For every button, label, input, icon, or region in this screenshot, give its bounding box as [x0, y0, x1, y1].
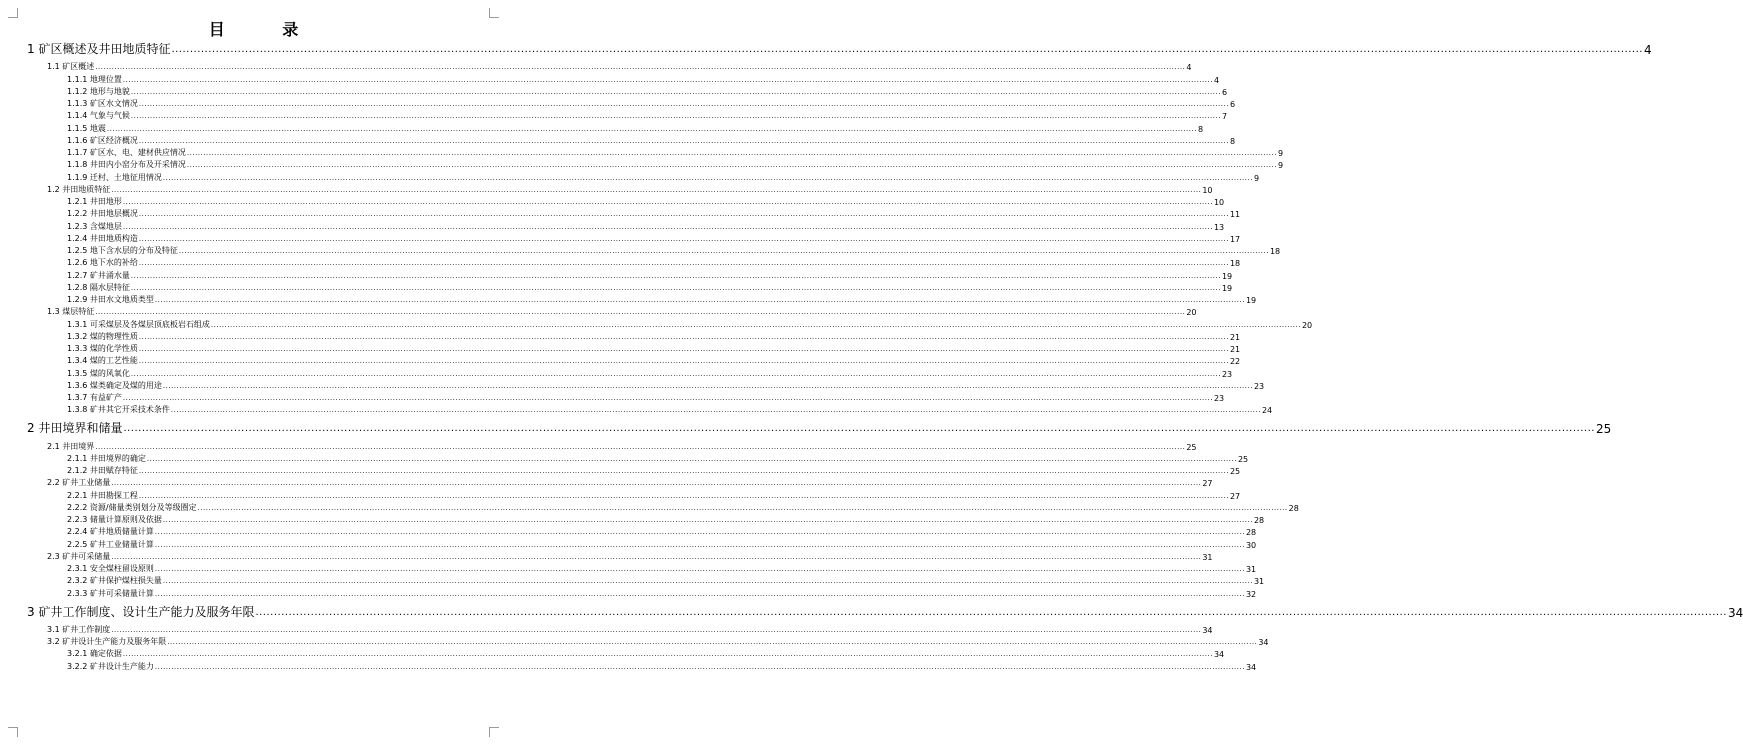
toc-entry-title: 1.1.4 气象与气候 [67, 111, 130, 121]
toc-title: 目 录 [208, 20, 325, 39]
toc-dot-leader: ................................................................................................................................................................................................................................................................................................................................................................................................................ [122, 198, 1213, 206]
toc-dot-leader: ................................................................................................................................................................................................................................................................................................................................................................................................................ [138, 259, 1229, 268]
toc-entry-title: 3.1 矿井工作制度 [47, 624, 111, 634]
toc-dot-leader: ................................................................................................................................................................................................................................................................................................................................................................................................................ [111, 479, 1202, 488]
toc-dot-leader: ................................................................................................................................................................................................................................................................................................................................................................................................................ [111, 552, 1202, 561]
toc-entry-title: 2.1.1 井田境界的确定 [67, 453, 146, 463]
toc-page-number: 31 [1202, 552, 1213, 562]
toc-page-number: 32 [1245, 589, 1257, 599]
toc-entry-title: 1.1.3 矿区水文情况 [67, 99, 138, 108]
toc-entry-title: 1.2.1 井田地形 [67, 197, 122, 206]
toc-page-number: 34 [1258, 638, 1269, 647]
toc-entry-title: 1.1.2 地形与地貌 [67, 86, 130, 96]
toc-dot-leader: ................................................................................................................................................................................................................................................................................................................................................................................................................ [122, 394, 1213, 402]
toc-page-number: 34 [1213, 650, 1225, 660]
toc-subsection-entry[interactable] [0, 403, 1273, 416]
toc-subsection-entry[interactable] [0, 354, 1241, 367]
toc-dot-leader: ................................................................................................................................................................................................................................................................................................................................................................................................................ [138, 100, 1229, 108]
toc-entry-title: 1.2 井田地质特征 [47, 184, 111, 194]
toc-subsection-entry[interactable] [0, 158, 1284, 171]
toc-entry-title: 2.2.4 矿井地质储量计算 [67, 527, 154, 537]
toc-entry-title: 1.3.2 煤的物理性质 [67, 331, 138, 341]
toc-dot-leader: ................................................................................................................................................................................................................................................................................................................................................................................................................ [186, 149, 1277, 157]
toc-dot-leader: ................................................................................................................................................................................................................................................................................................................................................................................................................ [170, 406, 1261, 415]
toc-subsection-entry[interactable] [0, 109, 1228, 122]
toc-entry-title: 3.2.1 确定依据 [67, 649, 122, 659]
toc-subsection-entry[interactable] [0, 293, 1257, 305]
toc-section-entry[interactable] [0, 305, 1197, 318]
toc-entry-title: 1.2.9 井田水文地质类型 [67, 295, 154, 304]
toc-page-number: 23 [1221, 369, 1233, 379]
toc-dot-leader: ................................................................................................................................................................................................................................................................................................................................................................................................................ [122, 75, 1213, 84]
toc-entry-title: 2.2.2 资源/储量类别划分及等级圈定 [67, 502, 197, 512]
toc-entry-title: 2.1 井田境界 [47, 441, 95, 451]
toc-page-number: 20 [1186, 308, 1197, 318]
toc-page-number: 34 [1202, 625, 1213, 635]
toc-entry-title: 2.3 矿井可采储量 [47, 551, 111, 561]
toc-dot-leader: ................................................................................................................................................................................................................................................................................................................................................................................................................ [162, 173, 1253, 182]
toc-subsection-entry[interactable] [0, 85, 1228, 97]
toc-dot-leader: ................................................................................................................................................................................................................................................................................................................................................................................................................ [95, 308, 1186, 317]
toc-subsection-entry[interactable] [0, 207, 1241, 220]
toc-entry-title: 3.2 矿井设计生产能力及服务年限 [47, 637, 167, 646]
toc-page-number: 19 [1245, 296, 1257, 305]
toc-page-number: 31 [1253, 577, 1265, 587]
toc-entry-title: 2.2.1 井田勘探工程 [67, 490, 138, 500]
toc-dot-leader: ................................................................................................................................................................................................................................................................................................................................................................................................................ [162, 381, 1253, 390]
toc-page-number: 6 [1229, 100, 1236, 109]
toc-page-number: 6 [1221, 87, 1228, 97]
toc-page-number: 28 [1288, 503, 1299, 513]
toc-dot-leader: ................................................................................................................................................................................................................................................................................................................................................................................................................ [255, 606, 1727, 618]
toc-subsection-entry[interactable] [0, 452, 1249, 464]
toc-entry-title: 3 矿井工作制度、设计生产能力及服务年限 [27, 604, 255, 619]
toc-dot-leader: ................................................................................................................................................................................................................................................................................................................................................................................................................ [138, 234, 1229, 243]
toc-page-number: 18 [1269, 247, 1281, 256]
toc-subsection-entry[interactable] [0, 586, 1257, 599]
toc-subsection-entry[interactable] [0, 146, 1284, 158]
toc-entry-title: 1.3.8 矿井其它开采技术条件 [67, 405, 170, 415]
toc-page-number: 25 [1595, 422, 1612, 437]
toc-dot-leader: ................................................................................................................................................................................................................................................................................................................................................................................................................ [154, 589, 1245, 598]
toc-page-number: 13 [1213, 222, 1225, 232]
toc-subsection-entry[interactable] [0, 134, 1236, 146]
toc-subsection-entry[interactable] [0, 232, 1241, 244]
toc-entry-title: 1.1.8 井田内小窑分布及开采情况 [67, 160, 186, 170]
toc-subsection-entry[interactable] [0, 513, 1265, 525]
toc-entry-title: 2.3.2 矿井保护煤柱损失量 [67, 576, 162, 586]
toc-section-entry[interactable] [0, 183, 1213, 195]
toc-dot-leader: ................................................................................................................................................................................................................................................................................................................................................................................................................ [162, 577, 1253, 586]
page-corner-mark [8, 727, 18, 737]
toc-chapter-entry[interactable] [0, 603, 1743, 620]
toc-entry-title: 2.3.3 矿井可采储量计算 [67, 588, 154, 598]
toc-page-number: 7 [1221, 112, 1228, 122]
toc-entry-title: 1 矿区概述及井田地质特征 [27, 42, 171, 56]
toc-page-number: 19 [1221, 271, 1233, 281]
page-corner-mark [489, 727, 499, 737]
toc-entry-title: 1.1.7 矿区水、电、建材供应情况 [67, 148, 186, 157]
toc-dot-leader: ................................................................................................................................................................................................................................................................................................................................................................................................................ [162, 516, 1253, 524]
toc-subsection-entry[interactable] [0, 379, 1265, 391]
toc-subsection-entry[interactable] [0, 366, 1233, 379]
toc-dot-leader: ................................................................................................................................................................................................................................................................................................................................................................................................................ [122, 650, 1213, 659]
toc-dot-leader: ................................................................................................................................................................................................................................................................................................................................................................................................................ [171, 44, 1643, 55]
toc-section-entry[interactable] [0, 623, 1213, 635]
toc-subsection-entry[interactable] [0, 342, 1241, 354]
toc-page-number: 9 [1277, 161, 1284, 171]
toc-subsection-entry[interactable] [0, 317, 1313, 330]
toc-entry-title: 1.1 矿区概述 [47, 62, 95, 72]
toc-page-number: 28 [1245, 528, 1257, 538]
toc-subsection-entry[interactable] [0, 72, 1220, 85]
toc-subsection-entry[interactable] [0, 525, 1257, 538]
toc-subsection-entry[interactable] [0, 391, 1225, 403]
toc-dot-leader: ................................................................................................................................................................................................................................................................................................................................................................................................................ [154, 540, 1245, 549]
toc-section-entry[interactable] [0, 550, 1213, 562]
toc-entry-title: 1.3.5 煤的风氧化 [67, 368, 130, 378]
toc-entry-title: 1.1.1 地理位置 [67, 74, 122, 84]
toc-page-number: 8 [1197, 124, 1204, 134]
toc-page-number: 25 [1229, 467, 1241, 476]
toc-entry-title: 3.2.2 矿井设计生产能力 [67, 661, 154, 671]
toc-entry-title: 2.3.1 安全煤柱留设原则 [67, 564, 154, 573]
toc-dot-leader: ................................................................................................................................................................................................................................................................................................................................................................................................................ [123, 423, 1595, 435]
toc-subsection-entry[interactable] [0, 501, 1299, 513]
toc-entry-title: 1.3.4 煤的工艺性能 [67, 356, 138, 366]
toc-entry-title: 1.2.4 井田地质构造 [67, 233, 138, 243]
toc-subsection-entry[interactable] [0, 121, 1204, 134]
toc-dot-leader: ................................................................................................................................................................................................................................................................................................................................................................................................................ [106, 124, 1197, 133]
toc-entry-title: 1.2.3 含煤地层 [67, 221, 122, 231]
toc-page-number: 24 [1261, 406, 1273, 416]
toc-dot-leader: ................................................................................................................................................................................................................................................................................................................................................................................................................ [138, 357, 1229, 366]
toc-page-number: 9 [1277, 149, 1284, 158]
toc-page-number: 25 [1237, 454, 1249, 464]
toc-page-number: 11 [1229, 210, 1241, 220]
toc-subsection-entry[interactable] [0, 574, 1265, 587]
toc-dot-leader: ................................................................................................................................................................................................................................................................................................................................................................................................................ [167, 638, 1258, 646]
toc-dot-leader: ................................................................................................................................................................................................................................................................................................................................................................................................................ [95, 442, 1186, 451]
toc-subsection-entry[interactable] [0, 219, 1225, 232]
toc-subsection-entry[interactable] [0, 281, 1233, 293]
toc-dot-leader: ................................................................................................................................................................................................................................................................................................................................................................................................................ [197, 503, 1288, 512]
toc-entry-title: 1.3.7 有益矿产 [67, 393, 122, 402]
toc-page-number: 8 [1229, 136, 1236, 146]
toc-dot-leader: ................................................................................................................................................................................................................................................................................................................................................................................................................ [178, 247, 1269, 255]
toc-entry-title: 2 井田境界和储量 [27, 421, 123, 436]
toc-subsection-entry[interactable] [0, 195, 1225, 207]
toc-dot-leader: ................................................................................................................................................................................................................................................................................................................................................................................................................ [146, 454, 1237, 463]
toc-dot-leader: ................................................................................................................................................................................................................................................................................................................................................................................................................ [154, 662, 1245, 671]
toc-page-number: 23 [1213, 394, 1225, 403]
toc-chapter-entry[interactable] [0, 419, 1612, 437]
toc-dot-leader: ................................................................................................................................................................................................................................................................................................................................................................................................................ [122, 222, 1213, 231]
toc-entry-title: 2.2.3 储量计算原则及依据 [67, 515, 162, 524]
toc-page-number: 31 [1245, 565, 1257, 574]
toc-dot-leader: ................................................................................................................................................................................................................................................................................................................................................................................................................ [138, 345, 1229, 353]
toc-page-number: 25 [1186, 442, 1197, 452]
toc-subsection-entry[interactable] [0, 170, 1260, 183]
toc-dot-leader: ................................................................................................................................................................................................................................................................................................................................................................................................................ [111, 625, 1202, 634]
toc-subsection-entry[interactable] [0, 268, 1233, 281]
toc-page-number: 4 [1643, 43, 1652, 57]
toc-subsection-entry[interactable] [0, 330, 1241, 342]
toc-page-number: 21 [1229, 345, 1241, 354]
toc-dot-leader: ................................................................................................................................................................................................................................................................................................................................................................................................................ [130, 271, 1221, 280]
toc-page-number: 10 [1202, 185, 1213, 195]
toc-page-number: 28 [1253, 516, 1265, 525]
toc-entry-title: 1.2.5 地下含水层的分布及特征 [67, 246, 178, 255]
toc-page-number: 18 [1229, 259, 1241, 269]
toc-page-number: 30 [1245, 540, 1257, 550]
toc-entry-title: 1.2.2 井田地层概况 [67, 209, 138, 219]
toc-page-number: 10 [1213, 198, 1225, 207]
toc-entry-title: 1.2.6 地下水的补给 [67, 258, 138, 268]
toc-dot-leader: ................................................................................................................................................................................................................................................................................................................................................................................................................ [130, 87, 1221, 96]
toc-subsection-entry[interactable] [0, 562, 1257, 574]
toc-page-number: 20 [1301, 320, 1313, 330]
toc-page-number: 27 [1229, 491, 1241, 501]
toc-page-number: 9 [1253, 173, 1260, 183]
toc-page-number: 27 [1202, 479, 1213, 489]
toc-dot-leader: ................................................................................................................................................................................................................................................................................................................................................................................................................ [154, 528, 1245, 537]
toc-dot-leader: ................................................................................................................................................................................................................................................................................................................................................................................................................ [154, 296, 1245, 304]
table-of-contents [0, 40, 1743, 672]
toc-entry-title: 1.2.8 隔水层特征 [67, 282, 130, 292]
toc-chapter-entry[interactable] [0, 40, 1652, 57]
toc-section-entry[interactable] [0, 60, 1192, 73]
toc-subsection-entry[interactable] [0, 659, 1257, 672]
toc-subsection-entry[interactable] [0, 244, 1281, 256]
toc-page-number: 4 [1186, 63, 1192, 73]
toc-dot-leader: ................................................................................................................................................................................................................................................................................................................................................................................................................ [186, 161, 1277, 170]
toc-page-number: 22 [1229, 357, 1241, 367]
toc-entry-title: 1.3.6 煤类确定及煤的用途 [67, 380, 162, 390]
toc-section-entry[interactable] [0, 476, 1213, 489]
toc-page-number: 17 [1229, 234, 1241, 244]
toc-entry-title: 1.3.1 可采煤层及各煤层顶底板岩石组成 [67, 319, 210, 329]
toc-dot-leader: ................................................................................................................................................................................................................................................................................................................................................................................................................ [130, 283, 1221, 292]
toc-entry-title: 2.1.2 井田赋存特征 [67, 466, 138, 475]
toc-subsection-entry[interactable] [0, 256, 1241, 269]
toc-entry-title: 1.3 煤层特征 [47, 307, 95, 317]
toc-entry-title: 2.2.5 矿井工业储量计算 [67, 539, 154, 549]
toc-page-number: 4 [1213, 75, 1220, 85]
toc-section-entry[interactable] [0, 635, 1269, 647]
toc-dot-leader: ................................................................................................................................................................................................................................................................................................................................................................................................................ [111, 185, 1202, 194]
toc-subsection-entry[interactable] [0, 537, 1257, 550]
toc-page-number: 21 [1229, 332, 1241, 342]
toc-entry-title: 2.2 矿井工业储量 [47, 478, 111, 488]
toc-dot-leader: ................................................................................................................................................................................................................................................................................................................................................................................................................ [138, 491, 1229, 500]
toc-subsection-entry[interactable] [0, 464, 1241, 476]
toc-dot-leader: ................................................................................................................................................................................................................................................................................................................................................................................................................ [138, 210, 1229, 219]
toc-subsection-entry[interactable] [0, 647, 1225, 660]
toc-dot-leader: ................................................................................................................................................................................................................................................................................................................................................................................................................ [130, 369, 1221, 378]
toc-dot-leader: ................................................................................................................................................................................................................................................................................................................................................................................................................ [95, 63, 1186, 72]
toc-subsection-entry[interactable] [0, 488, 1241, 501]
toc-dot-leader: ................................................................................................................................................................................................................................................................................................................................................................................................................ [138, 467, 1229, 475]
toc-dot-leader: ................................................................................................................................................................................................................................................................................................................................................................................................................ [138, 332, 1229, 341]
toc-entry-title: 1.1.5 地震 [67, 123, 106, 133]
toc-page-number: 23 [1253, 381, 1265, 391]
toc-section-entry[interactable] [0, 439, 1197, 452]
toc-entry-title: 1.3.3 煤的化学性质 [67, 344, 138, 353]
toc-dot-leader: ................................................................................................................................................................................................................................................................................................................................................................................................................ [210, 320, 1301, 329]
toc-entry-title: 1.2.7 矿井涌水量 [67, 270, 130, 280]
toc-dot-leader: ................................................................................................................................................................................................................................................................................................................................................................................................................ [138, 136, 1229, 145]
toc-subsection-entry[interactable] [0, 97, 1236, 109]
toc-page-number: 34 [1727, 605, 1743, 620]
toc-page-number: 19 [1221, 283, 1233, 293]
toc-dot-leader: ................................................................................................................................................................................................................................................................................................................................................................................................................ [130, 112, 1221, 121]
toc-dot-leader: ................................................................................................................................................................................................................................................................................................................................................................................................................ [154, 565, 1245, 573]
toc-page-number: 34 [1245, 662, 1257, 672]
toc-entry-title: 1.1.9 迁村、土地征用情况 [67, 172, 162, 182]
toc-entry-title: 1.1.6 矿区经济概况 [67, 135, 138, 145]
